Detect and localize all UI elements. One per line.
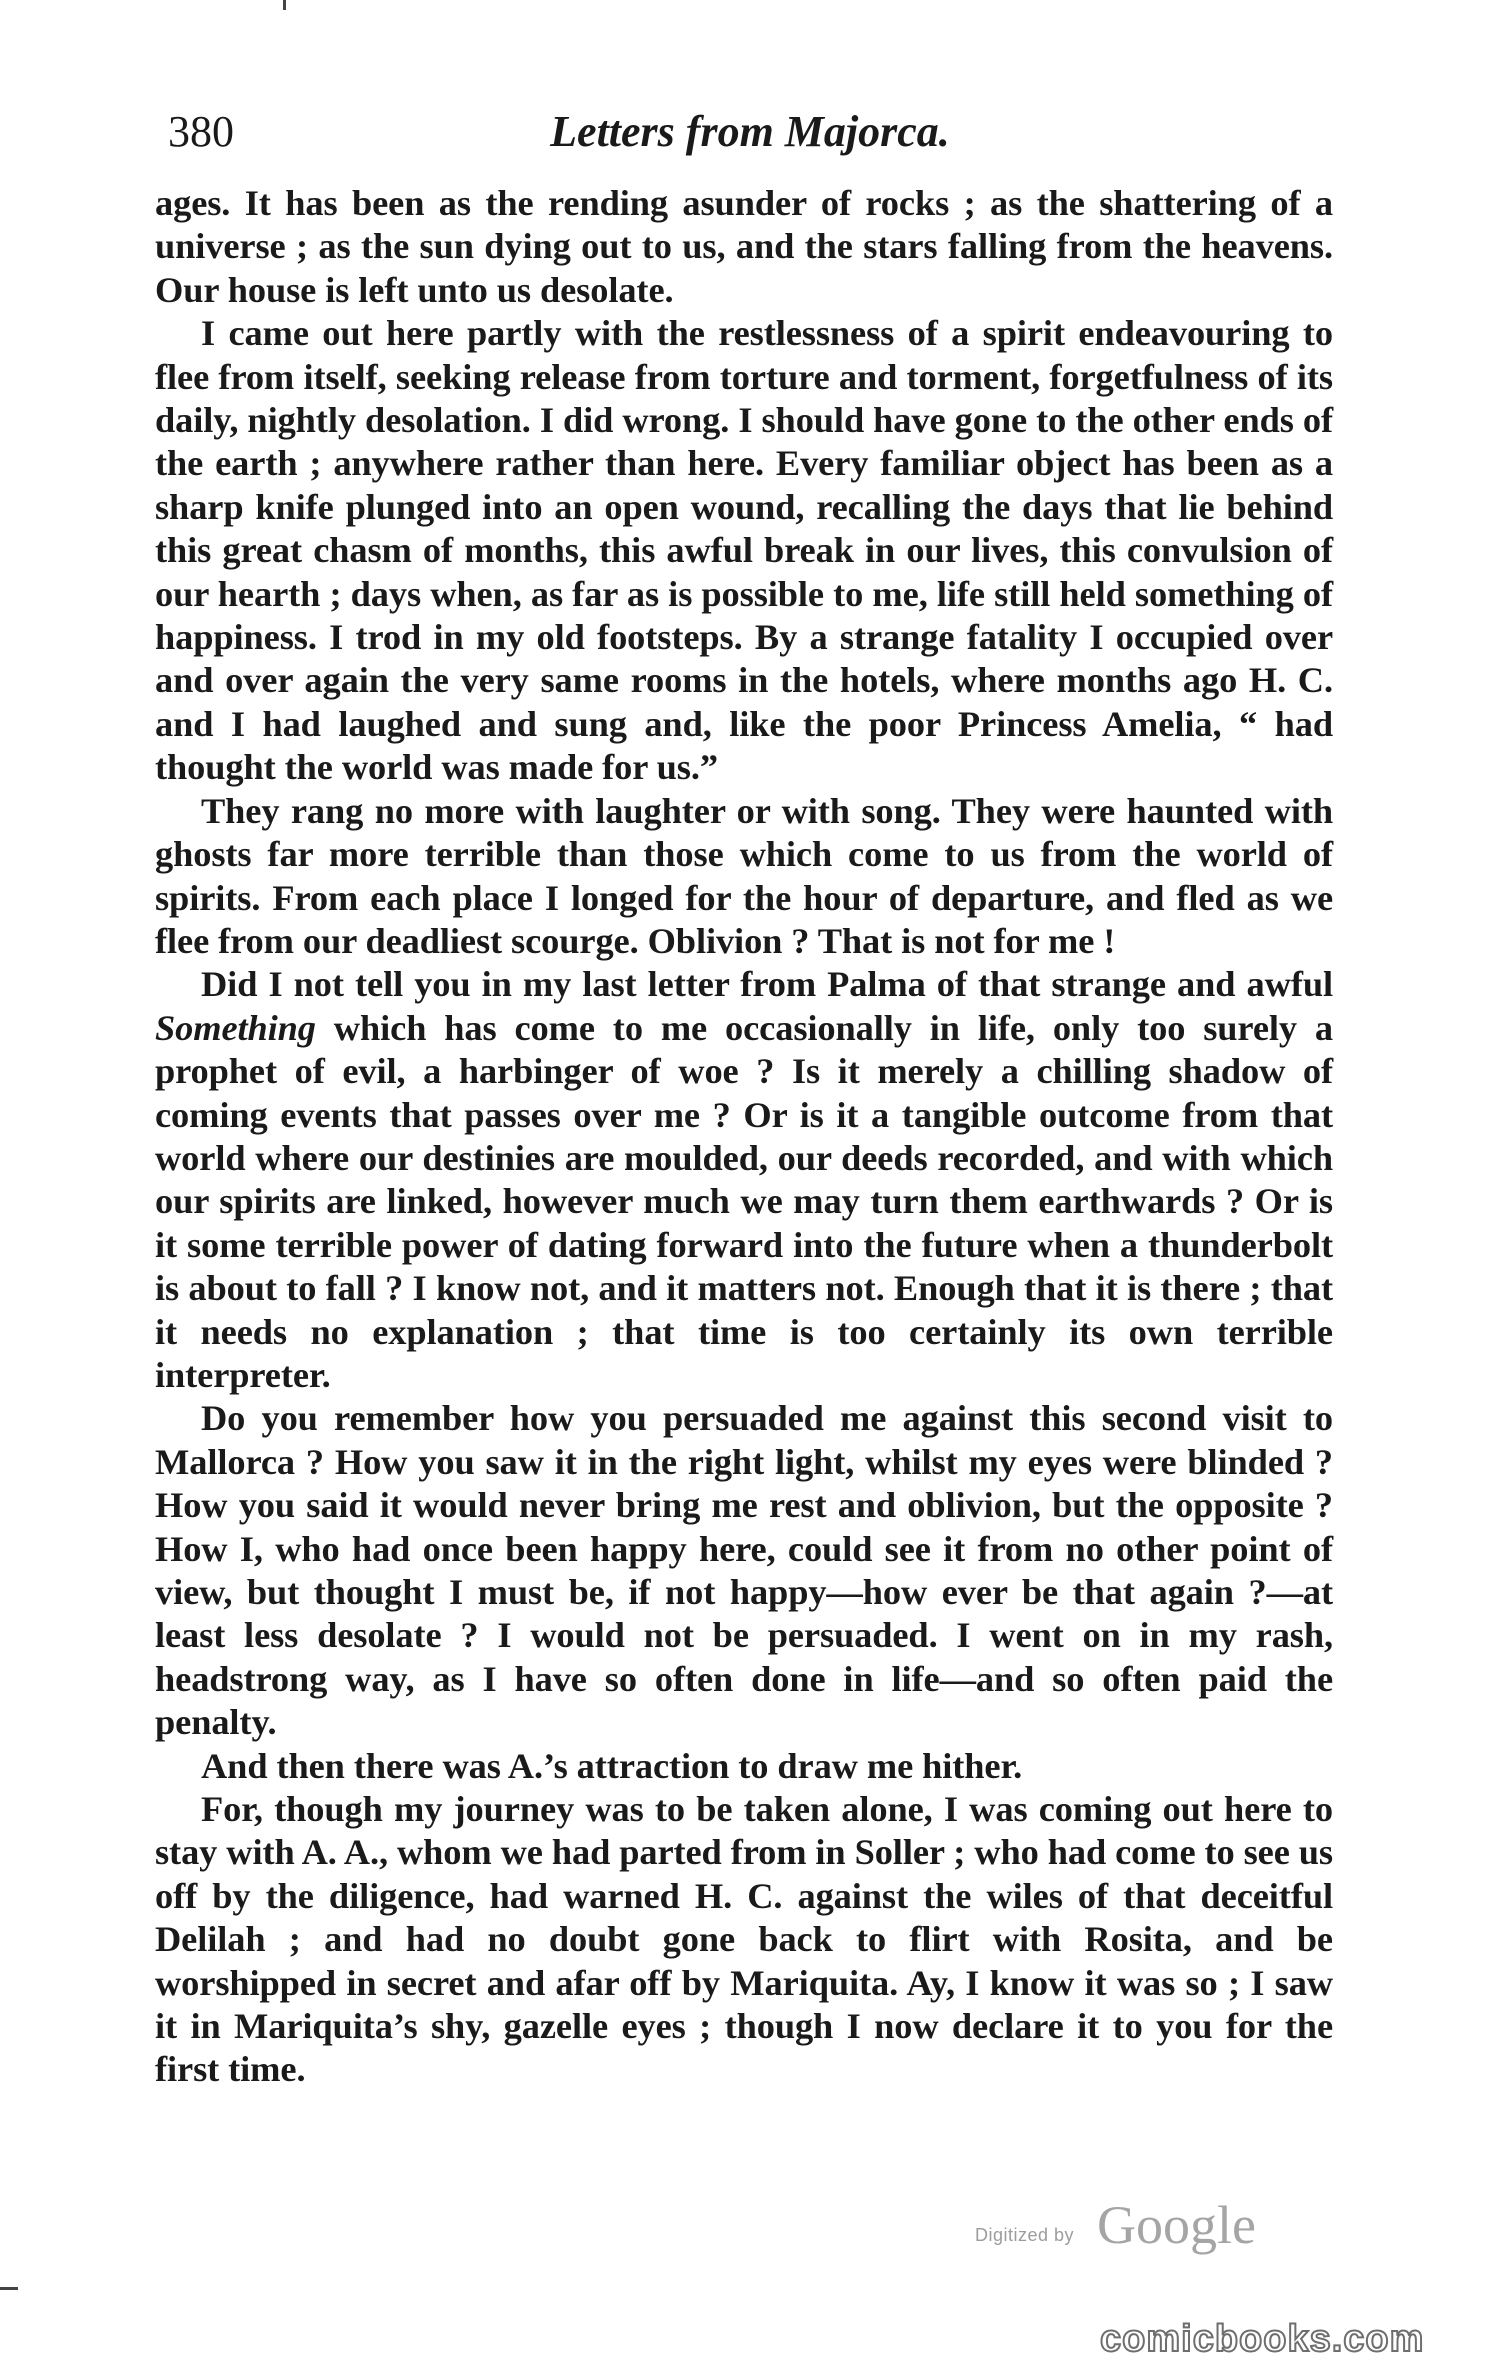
digitized-watermark — [975, 2195, 1295, 2265]
paragraph-3: They rang no more with laughter or with song. They were haunted with ghosts far more terrible than those which come to us from the world of spirits. From each place I longed for the hour of departure, and fled as we flee from our deadliest scourge. Oblivion ? That is not for me ! — [155, 790, 1333, 961]
scan-mark-left — [0, 2287, 18, 2290]
paragraph-4-start: Did I not tell you in my last letter from Palma of that strange and awful — [201, 964, 1333, 1005]
paragraph-2: I came out here partly with the restlessness of a spirit endeavouring to flee from itself, seeking release from torture and torment, forgetfulness of its daily, nightly desolation. I did wrong. I should have gone to the other ends of the earth ; anywhere rather than here. Every familiar object has been as a sharp knife plunged into an open wound, recalling the days that lie behind this great chasm of months, this awful break in our lives, this convulsion of our hearth ; days when, as far as is possible to me, life still held something of happiness. I trod in my old footsteps. By a strange fatality I occupied over and over again the very same rooms in the hotels, where months ago H. C. and I had laughed and sung and, like the poor Princess Amelia, “ had thought the world was made for us.” — [155, 313, 1333, 788]
page-header — [160, 100, 1340, 160]
paragraph-4 — [155, 963, 1333, 1397]
body-text — [155, 182, 1333, 2092]
page-number: 380 — [168, 107, 234, 156]
running-title: Letters from Majorca. — [550, 107, 950, 156]
paragraph-7: For, though my journey was to be taken alone, I was coming out here to stay with A. A., whom we had parted from in Soller ; who had come to see us off by the diligence, had warned H. C. against the wiles of that deceitful Delilah ; and had no doubt gone back to flirt with Rosita, and be worshipped in secret and afar off by Mariquita. Ay, I know it was so ; I saw it in Mariquita’s shy, gazelle eyes ; though I now declare it to you for the first time. — [155, 1789, 1333, 2090]
paragraph-5: Do you remember how you persuaded me against this second visit to Mallorca ? How you saw it in the right light, whilst my eyes were blinded ? How you said it would never bring me rest and oblivion, but the opposite ? How I, who had once been happy here, could see it from no other point of view, but thought I must be, if not happy—how ever be that again ?—at least less desolate ? I would not be persuaded. I went on in my rash, headstrong way, as I have so often done in life—and so often paid the penalty. — [155, 1398, 1333, 1743]
watermark-small-text: Digitized by — [975, 2225, 1075, 2245]
scan-mark-top — [283, 0, 286, 10]
paragraph-4-rest: which has come to me occasionally in life, only too surely a prophet of evil, a harbinger of woe ? Is it merely a chilling shadow of coming events that passes over me ? Or is it a tangible outcome from that world where our destinies are moulded, our deeds recorded, and with which our spirits are linked, however much we may turn them earthwards ? Or is it some terrible power of dating forward into the future when a thunderbolt is about to fall ? I know not, and it matters not. Enough that it is there ; that it needs no explanation ; that time is too certainly its own terrible interpreter. — [155, 1007, 1333, 1395]
paragraph-6: And then there was A.’s attraction to draw me hither. — [201, 1745, 1023, 1786]
emphasis-something: Something — [155, 1007, 316, 1048]
google-logo: Google — [1097, 2195, 1256, 2255]
site-watermark: comicbooks.com — [1100, 2318, 1425, 2360]
paragraph-1: ages. It has been as the rending asunder of rocks ; as the shattering of a universe ; as the sun dying out to us, and the stars falling from the heavens. Our house is left unto us desolate. — [155, 183, 1333, 310]
